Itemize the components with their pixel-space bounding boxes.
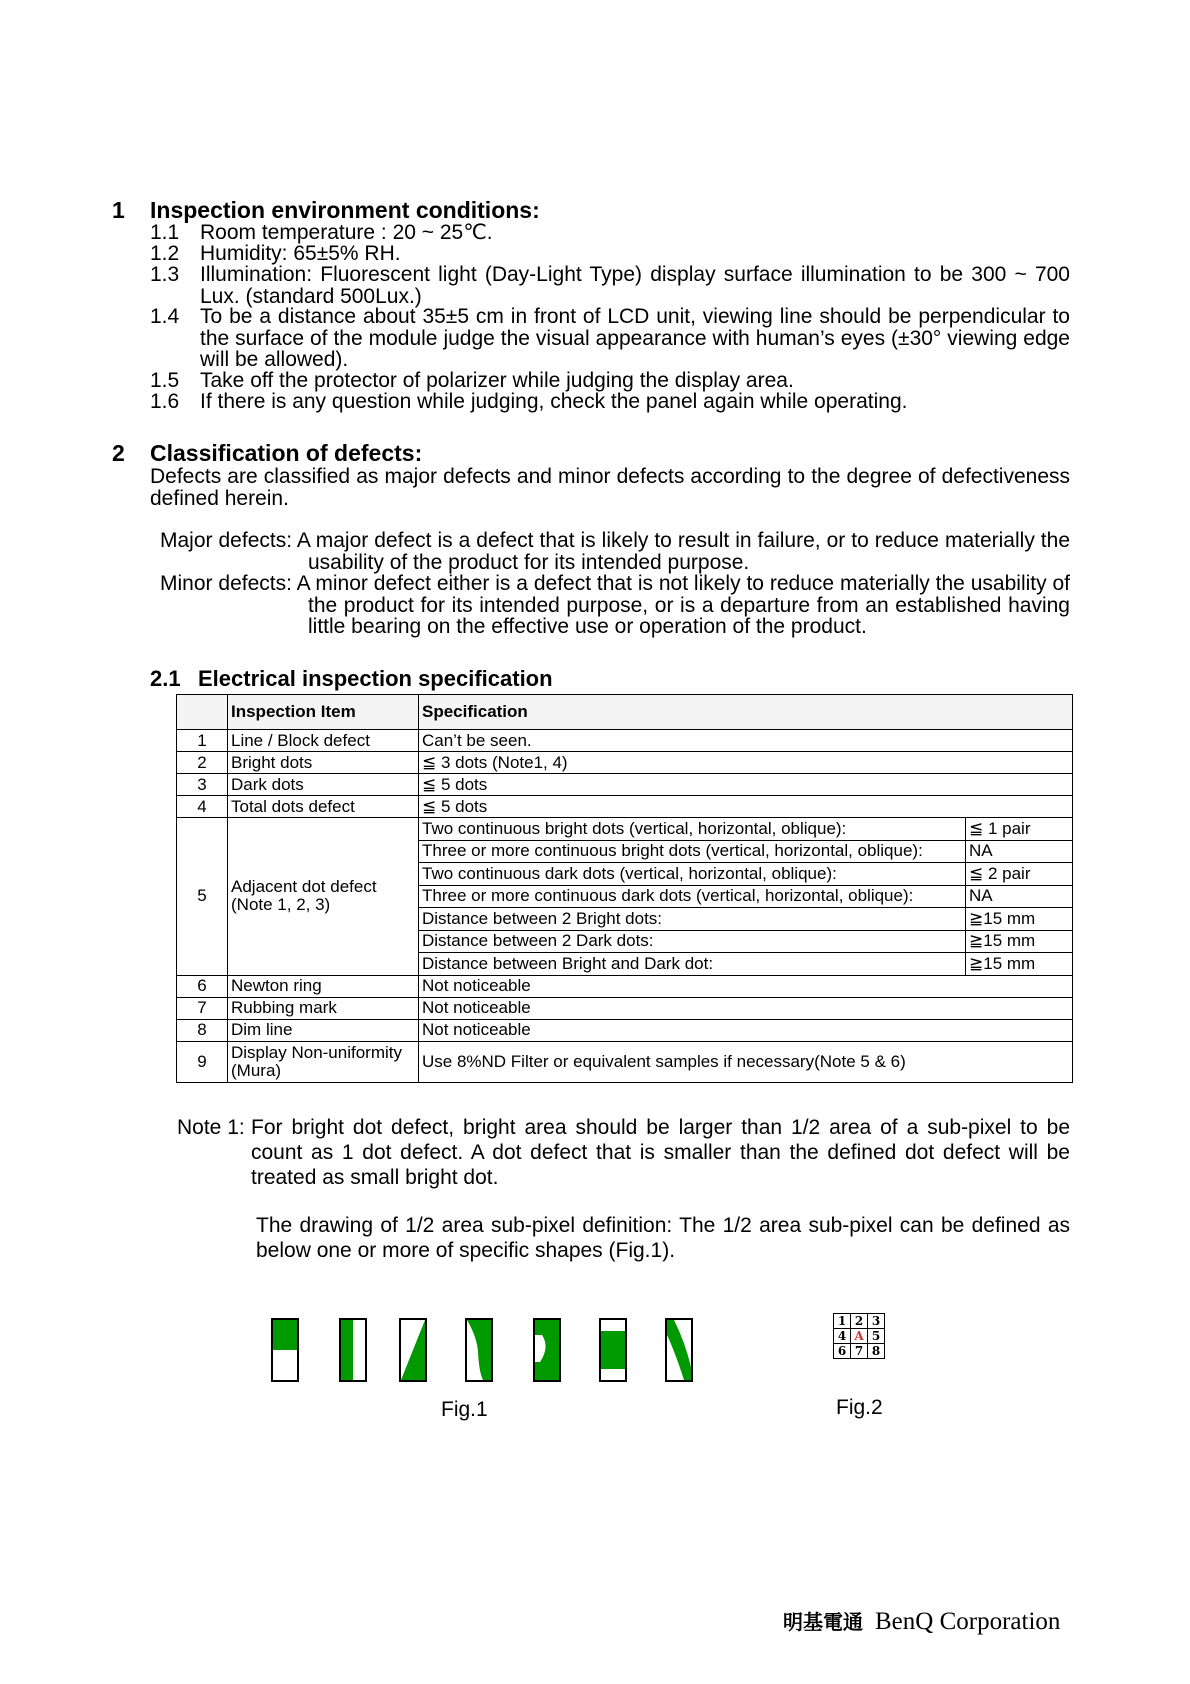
sub-desc: Two continuous dark dots (vertical, horizontal, oblique): [419, 863, 966, 886]
section-1-number: 1 [112, 197, 125, 223]
table-row [177, 1019, 1073, 1041]
header-inspection-item: Inspection Item [228, 695, 419, 730]
section-1-heading [112, 197, 540, 224]
major-defects-label: Major defects: [160, 529, 293, 552]
shape-diagonal-triangle [400, 1319, 426, 1381]
section-2-1-title: Electrical inspection specification [198, 666, 553, 691]
table-row [177, 997, 1073, 1019]
grid-cell: 4 [834, 1329, 851, 1344]
row-spec: Can’t be seen. [419, 730, 1073, 752]
item-number: 1.6 [150, 390, 180, 413]
sub-row [419, 818, 1072, 840]
sub-value: NA [966, 885, 1073, 908]
shape-left-half [340, 1319, 366, 1381]
item-1-6 [150, 391, 1070, 413]
grid-cell: 8 [868, 1344, 885, 1359]
header-specification: Specification [419, 695, 1073, 730]
table-row [177, 975, 1073, 997]
row-item: Line / Block defect [228, 730, 419, 752]
item-text: If there is any question while judging, check the panel again while operating. [200, 390, 908, 413]
company-name-english: BenQ Corporation [875, 1608, 1061, 1635]
row-spec: ≦ 5 dots [419, 774, 1073, 796]
shape-curved-right [466, 1319, 492, 1381]
major-defects-text: A major defect is a defect that is likely to result in failure, or to reduce materially the usability of the product for its intended purpose. [296, 529, 1071, 574]
drawing-definition: The drawing of 1/2 area sub-pixel definition: The 1/2 area sub-pixel can be defined as below one or more of specific shapes (Fig.1). [256, 1214, 1070, 1262]
sub-row [419, 930, 1072, 953]
section-1-title: Inspection environment conditions: [150, 197, 540, 223]
sub-value: ≧15 mm [966, 953, 1073, 975]
sub-value: NA [966, 840, 1073, 863]
item-1-4 [150, 306, 1070, 371]
row-number: 3 [177, 774, 228, 796]
row-item: Bright dots [228, 752, 419, 774]
company-name-chinese: 明基電通 [783, 1610, 863, 1634]
row-spec: Use 8%ND Filter or equivalent samples if necessary(Note 5 & 6) [419, 1041, 1073, 1082]
row-item: Total dots defect [228, 796, 419, 818]
table-row [177, 1041, 1073, 1082]
adjacent-dot-spec [419, 818, 1073, 976]
row-number: 4 [177, 796, 228, 818]
minor-defects-label: Minor defects: [160, 572, 292, 595]
sub-desc: Two continuous bright dots (vertical, horizontal, oblique): [419, 818, 966, 840]
row-number: 1 [177, 730, 228, 752]
fig2-caption: Fig.2 [836, 1396, 883, 1419]
sub-desc: Distance between Bright and Dark dot: [422, 953, 714, 973]
major-defects [160, 530, 1070, 573]
sub-desc: Distance between 2 Dark dots: [419, 930, 966, 953]
row-number: 2 [177, 752, 228, 774]
minor-defects-text: A minor defect either is a defect that is not likely to reduce materially the usability of the product for its intended purpose, or is a departure from an established having little bearing on the effective use or operation of the product. [296, 572, 1070, 638]
shape-center-band [600, 1319, 626, 1381]
sub-row [419, 953, 1072, 975]
row-spec: ≦ 3 dots (Note1, 4) [419, 752, 1073, 774]
fig1-caption: Fig.1 [441, 1398, 488, 1421]
adjacent-dot-subtable [419, 818, 1072, 975]
sub-value: ≧15 mm [966, 930, 1073, 953]
shape-notched [534, 1319, 560, 1381]
section-2-1-number: 2.1 [150, 666, 181, 691]
shape-top-half [272, 1319, 298, 1381]
note-1-label: Note 1: [177, 1116, 245, 1139]
table-row [177, 730, 1073, 752]
sub-desc: Distance between 2 Bright dots: [419, 908, 966, 931]
row-number: 9 [177, 1041, 228, 1082]
item-text: Room temperature : 20 ~ 25℃. [200, 221, 493, 244]
sub-value: ≧15 mm [966, 908, 1073, 931]
section-2-heading [112, 440, 422, 467]
sub-desc: Three or more continuous dark dots (vertical, horizontal, oblique): [419, 885, 966, 908]
item-1-2 [150, 243, 1070, 265]
grid-cell: 2 [851, 1314, 868, 1329]
sub-value: ≦ 2 pair [966, 863, 1073, 886]
item-1-1 [150, 222, 1070, 244]
row-item: Newton ring [228, 975, 419, 997]
note-1-text: For bright dot defect, bright area should be larger than 1/2 area of a sub-pixel to be count as 1 dot defect. A dot defect that is smaller than the defined dot defect will be treated as small bright dot. [251, 1116, 1070, 1189]
grid-cell: 7 [851, 1344, 868, 1359]
row-item: Rubbing mark [228, 997, 419, 1019]
fig2-pixel-grid [833, 1313, 885, 1359]
table-row [177, 796, 1073, 818]
row-number: 7 [177, 997, 228, 1019]
pixel-grid [833, 1313, 885, 1359]
footer-logo [783, 1606, 1060, 1636]
classification-intro: Defects are classified as major defects and minor defects according to the degree of defectiveness defined herein. [150, 465, 1070, 510]
row-spec: Not noticeable [419, 975, 1073, 997]
row-number: 5 [177, 818, 228, 976]
item-number: 1.1 [150, 221, 180, 244]
row-item: Dim line [228, 1019, 419, 1041]
item-text: Take off the protector of polarizer while judging the display area. [200, 369, 794, 392]
table-row [177, 774, 1073, 796]
shape-diagonal-band [666, 1319, 692, 1381]
row-spec: Not noticeable [419, 1019, 1073, 1041]
grid-cell: 5 [868, 1329, 885, 1344]
table-header-row [177, 695, 1073, 730]
section-2-1-heading [150, 666, 553, 692]
section-2-title: Classification of defects: [150, 440, 423, 466]
grid-cell: 3 [868, 1314, 885, 1329]
row-spec: ≦ 5 dots [419, 796, 1073, 818]
row-spec: Not noticeable [419, 997, 1073, 1019]
table-row [177, 752, 1073, 774]
row-item: Display Non-uniformity (Mura) [228, 1041, 419, 1082]
item-number: 1.5 [150, 369, 180, 392]
item-number: 1.3 [150, 263, 180, 286]
grid-cell-center: A [851, 1329, 868, 1344]
header-number [177, 695, 228, 730]
item-text: Illumination: Fluorescent light (Day-Light Type) display surface illumination to be 300 ~ 700 Lux. (standard 500Lux.) [200, 263, 1070, 308]
sub-row [419, 840, 1072, 863]
grid-cell: 6 [834, 1344, 851, 1359]
sub-row [419, 885, 1072, 908]
row-item: Adjacent dot defect (Note 1, 2, 3) [228, 818, 419, 976]
row-item: Dark dots [228, 774, 419, 796]
item-number: 1.2 [150, 242, 180, 265]
sub-desc: Three or more continuous bright dots (vertical, horizontal, oblique): [419, 840, 966, 863]
item-text: To be a distance about 35±5 cm in front of LCD unit, viewing line should be perpendicular to the surface of the module judge the visual appearance with human’s eyes (±30° viewing edge will be allowed). [200, 305, 1070, 371]
sub-row [419, 908, 1072, 931]
electrical-inspection-table [176, 694, 1073, 1083]
item-text: Humidity: 65±5% RH. [200, 242, 401, 265]
item-1-5 [150, 370, 1070, 392]
row-number: 6 [177, 975, 228, 997]
sub-value: ≦ 1 pair [966, 818, 1073, 840]
fig1-subpixel-shapes [270, 1317, 710, 1387]
item-number: 1.4 [150, 305, 180, 328]
row-number: 8 [177, 1019, 228, 1041]
minor-defects [160, 573, 1070, 638]
sub-row [419, 863, 1072, 886]
note-1 [177, 1115, 1070, 1190]
item-1-3 [150, 264, 1070, 307]
grid-cell: 1 [834, 1314, 851, 1329]
section-2-number: 2 [112, 440, 125, 466]
table-row-adjacent-dot [177, 818, 1073, 976]
